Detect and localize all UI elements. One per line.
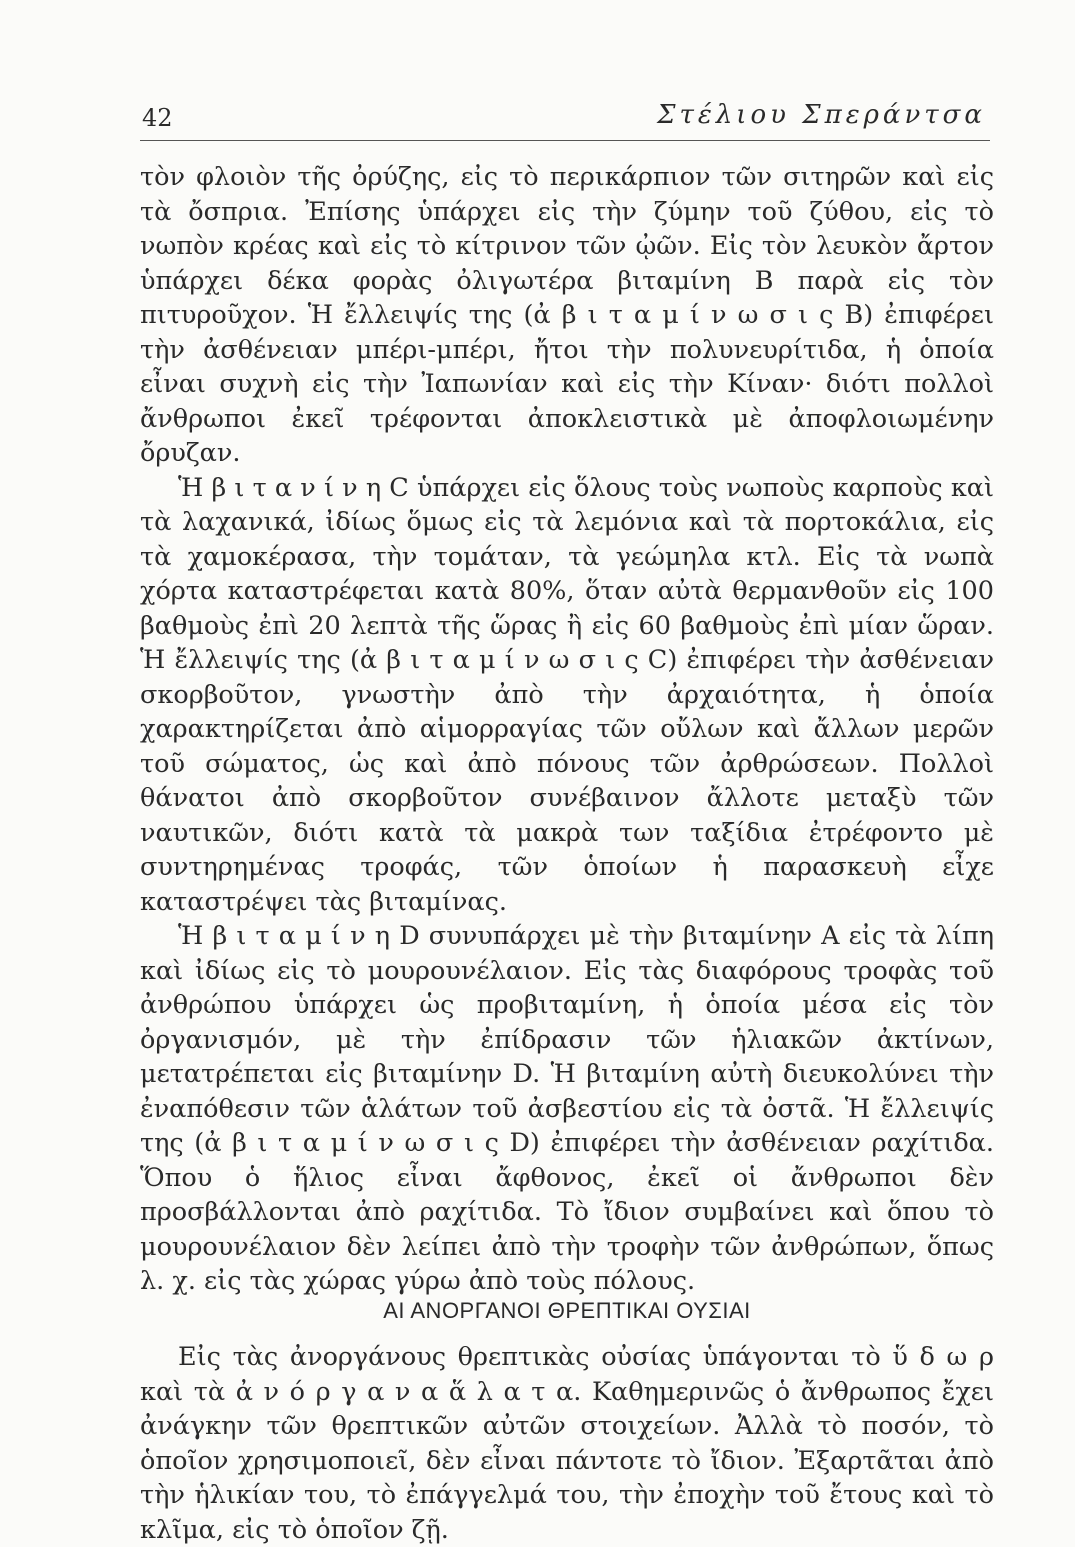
running-title: Στέλιου Σπεράντσα [657, 100, 986, 130]
page-header [140, 100, 990, 141]
paragraph-vitamin-c: Ἡ β ι τ α ν ί ν η C ὑπάρχει εἰς ὅλους τοὺς νωποὺς καρποὺς καὶ τὰ λαχανικά, ἰδίως ὅμως εἰς τὰ λεμόνια καὶ τὰ πορτοκάλια, εἰς τὰ χαμοκέρασα, τὴν τομάταν, τὰ γεώμηλα κτλ. Εἰς τὰ νωπὰ χόρτα καταστρέφεται κατὰ 80%, ὅταν αὐτὰ θερμανθοῦν εἰς 100 βαθμοὺς ἐπὶ 20 λεπτὰ τῆς ὥρας ἢ εἰς 60 βαθμοὺς ἐπὶ μίαν ὥραν. Ἡ ἔλλειψίς της (ἀ β ι τ α μ ί ν ω σ ι ς C) ἐπιφέρει τὴν ἀσθένειαν σκορβοῦτον, γνωστὴν ἀπὸ τὴν ἀρχαιότητα, ἡ ὁποία χαρακτηρίζεται ἀπὸ αἱμορραγίας τῶν οὔλων καὶ ἄλλων μερῶν τοῦ σώματος, ὡς καὶ ἀπὸ πόνους τῶν ἀρθρώσεων. Πολλοὶ θάνατοι ἀπὸ σκορβοῦτον συνέβαινον ἄλλοτε μεταξὺ τῶν ναυτικῶν, διότι κατὰ τὰ μακρὰ των ταξίδια ἐτρέφοντο μὲ συντηρημένας τροφάς, τῶν ὁποίων ἡ παρασκευὴ εἶχε καταστρέψει τὰς βιταμίνας. [140, 472, 994, 917]
section-inorganic [140, 1266, 994, 1547]
paragraph-vitamin-d: Ἡ β ι τ α μ ί ν η D συνυπάρχει μὲ τὴν βιταμίνην Α εἰς τὰ λίπη καὶ ἰδίως εἰς τὸ μουρουνέλαιον. Εἰς τὰς διαφόρους τροφὰς τοῦ ἀνθρώπου ὑπάρχει ὡς προβιταμίνη, ἡ ὁποία μέσα εἰς τὸν ὀργανισμόν, μὲ τὴν ἐπίδρασιν τῶν ἡλιακῶν ἀκτίνων, μετατρέπεται εἰς βιταμίνην D. Ἡ βιταμίνη αὐτὴ διευκολύνει τὴν ἐναπόθεσιν τῶν ἁλάτων τοῦ ἀσβεστίου εἰς τὰ ὀστᾶ. Ἡ ἔλλειψίς της (ἀ β ι τ α μ ί ν ω σ ι ς D) ἐπιφέρει τὴν ἀσθένειαν ραχίτιδα. Ὅπου ὁ ἥλιος εἶναι ἄφθονος, ἐκεῖ οἱ ἄνθρωποι δὲν προσβάλλονται ἀπὸ ραχίτιδα. Τὸ ἴδιον συμβαίνει καὶ ὅπου τὸ μουρουνέλαιον δὲν λείπει ἀπὸ τὴν τροφὴν τῶν ἀνθρώπων, ὅπως λ. χ. εἰς τὰς χώρας γύρω ἀπὸ τοὺς πόλους. [140, 921, 994, 1296]
section-heading: ΑΙ ΑΝΟΡΓΑΝΟΙ ΘΡΕΠΤΙΚΑΙ ΟΥΣΙΑΙ [383, 1298, 751, 1323]
page-number: 42 [142, 104, 173, 132]
paragraph-vitamin-b: τὸν φλοιὸν τῆς ὀρύζης, εἰς τὸ περικάρπιον τῶν σιτηρῶν καὶ εἰς τὰ ὄσπρια. Ἐπίσης ὑπάρχει εἰς τὴν ζύμην τοῦ ζύθου, εἰς τὸ νωπὸν κρέας καὶ εἰς τὸ κίτρινον τῶν ᾠῶν. Εἰς τὸν λευκὸν ἄρτον ὑπάρχει δέκα φορὰς ὀλιγωτέρα βιταμίνη Β παρὰ εἰς τὸν πιτυροῦχον. Ἡ ἔλλειψίς της (ἀ β ι τ α μ ί ν ω σ ι ς Β) ἐπιφέρει τὴν ἀσθένειαν μπέρι-μπέρι, ἤτοι τὴν πολυνευρίτιδα, ἡ ὁποία εἶναι συχνὴ εἰς τὴν Ἰαπωνίαν καὶ εἰς τὴν Κίναν· διότι πολλοὶ ἄνθρωποι ἐκεῖ τρέφονται ἀποκλειστικὰ μὲ ἀποφλοιωμένην ὄρυζαν. [140, 162, 994, 468]
body-text [140, 160, 994, 1299]
paragraph-inorganic-substances: Εἰς τὰς ἀνοργάνους θρεπτικὰς οὐσίας ὑπάγονται τὸ ὕ δ ω ρ καὶ τὰ ἀ ν ό ρ γ α ν α ἅ λ α τ α. Καθημερινῶς ὁ ἄνθρωπος ἔχει ἀνάγκην τῶν θρεπτικῶν αὐτῶν στοιχείων. Ἀλλὰ τὸ ποσόν, τὸ ὁποῖον χρησιμοποιεῖ, δὲν εἶναι πάντοτε τὸ ἴδιον. Ἐξαρτᾶται ἀπὸ τὴν ἡλικίαν του, τὸ ἐπάγγελμά του, τὴν ἐποχὴν τοῦ ἔτους καὶ τὸ κλῖμα, εἰς τὸ ὁποῖον ζῇ. [140, 1342, 994, 1545]
